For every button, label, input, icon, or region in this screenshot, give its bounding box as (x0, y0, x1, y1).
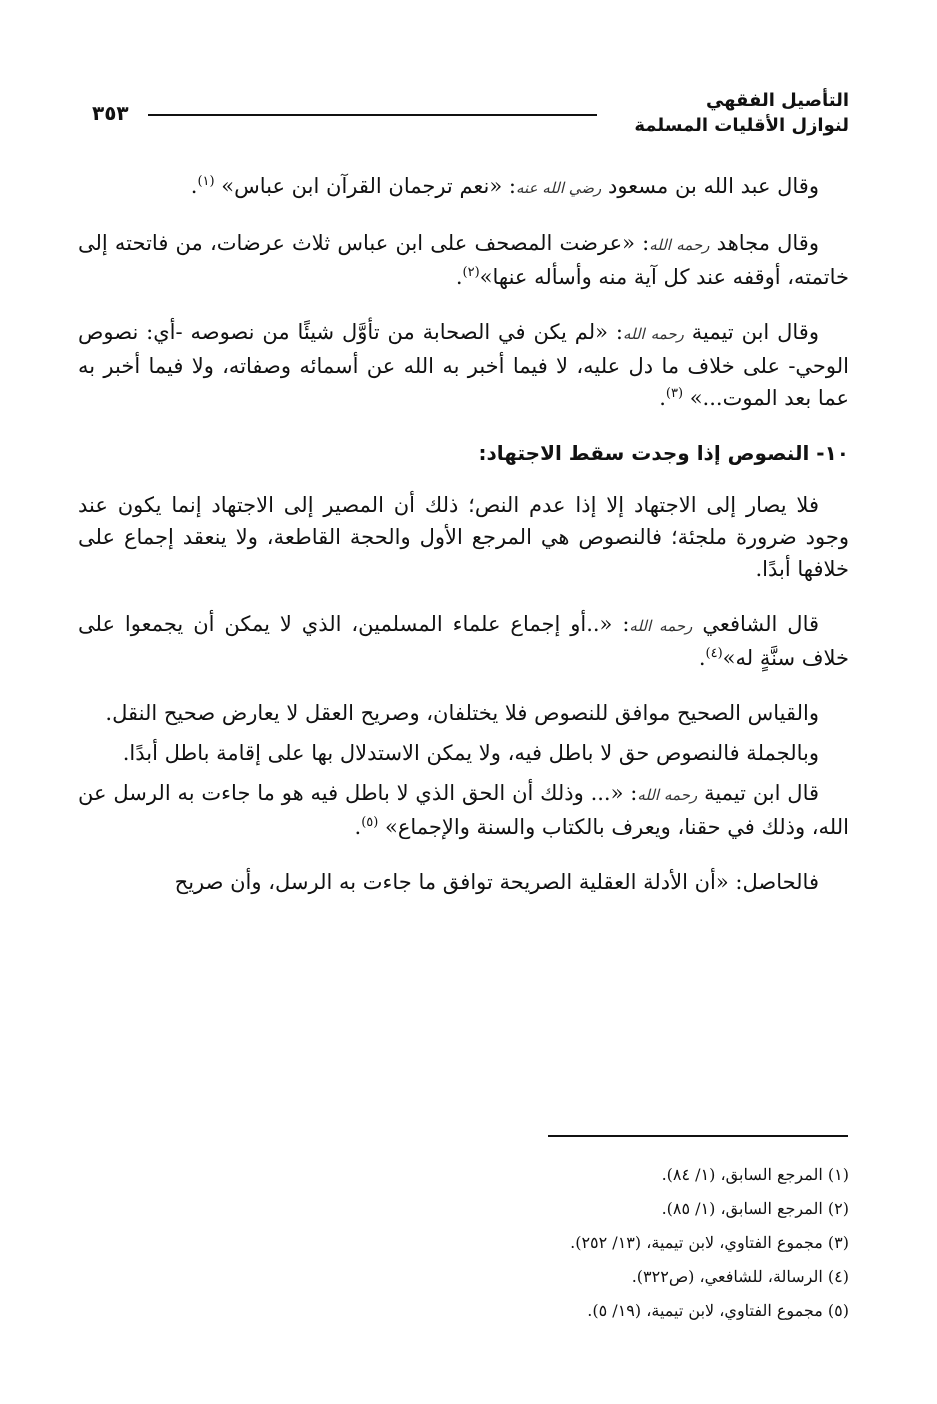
footnote-rule (548, 1135, 848, 1137)
paragraph-ibn-taymiyyah-1 (78, 316, 849, 414)
book-title-line-1: التأصيل الفقهي (705, 90, 849, 111)
honorific-glyph: رحمه الله (637, 786, 698, 804)
footnote-item: (٣) مجموع الفتاوي، لابن تيمية، (١٣/ ٢٥٢). (570, 1233, 849, 1252)
paragraph-shafii (78, 608, 849, 674)
paragraph-end: . (659, 386, 666, 410)
header-rule (148, 114, 597, 116)
running-header (92, 88, 849, 144)
paragraph-text: وقال مجاهد (709, 231, 819, 255)
honorific-glyph: رحمه الله (629, 617, 693, 635)
paragraph-ibn-taymiyyah-2 (78, 777, 849, 843)
paragraph-ijtihad: فلا يصار إلى الاجتهاد إلا إذا عدم النص؛ ذلك أن المصير إلى الاجتهاد إنما يكون عند وجود ضرورة ملجئة؛ فالنصوص هي المرجع الأول والحجة القاطعة، ولا ينعقد إجماع على خلافها أبدًا. (78, 493, 849, 581)
paragraph-conclusion: فالحاصل: «أن الأدلة العقلية الصريحة توافق ما جاءت به الرسل، وأن صريح (174, 870, 819, 894)
book-title (634, 88, 849, 138)
paragraph-text: قال الشافعي (692, 612, 820, 636)
footnotes (349, 1158, 849, 1328)
paragraph-text: قال ابن تيمية (697, 781, 820, 805)
paragraph-ibn-masud (78, 170, 849, 204)
honorific-glyph: رحمه الله (622, 325, 684, 343)
footnote-marker: (٥) (361, 815, 379, 830)
book-title-line-2: لنوازل الأقليات المسلمة (634, 115, 849, 136)
paragraph-mujahid (78, 227, 849, 293)
paragraph-text: وقال عبد الله بن مسعود (601, 174, 819, 198)
footnote-item: (١) المرجع السابق، (١/ ٨٤). (661, 1165, 849, 1184)
honorific-glyph: رضي الله عنه (516, 179, 602, 197)
paragraph-end: . (455, 265, 463, 289)
paragraph-text: : «لم يكن في الصحابة من تأوَّل شيئًا من نصوصه -أي: نصوص الوحي- على خلاف ما دل عليه، لا فيما أخبر به الله عن أسمائه وصفاته، ولا فيما أخبر به عما بعد الموت...» (78, 320, 849, 410)
footnote-marker: (٤) (705, 646, 723, 661)
paragraph-text: وقال ابن تيمية (683, 320, 819, 344)
footnote-item: (٢) المرجع السابق، (١/ ٨٥). (661, 1199, 849, 1218)
paragraph-end: . (698, 646, 706, 670)
paragraph-end: . (354, 815, 362, 839)
paragraph-text: : «نعم ترجمان القرآن ابن عباس» (214, 174, 516, 198)
footnote-marker: (١) (197, 174, 215, 189)
page-number: ٣٥٣ (92, 101, 129, 125)
footnote-item: (٥) مجموع الفتاوي، لابن تيمية، (١٩/ ٥). (587, 1301, 849, 1320)
paragraph-summary: وبالجملة فالنصوص حق لا باطل فيه، ولا يمكن الاستدلال بها على إقامة باطل أبدًا. (122, 741, 819, 765)
footnote-item: (٤) الرسالة، للشافعي، (ص٣٢٢). (631, 1267, 849, 1286)
main-text (78, 170, 849, 921)
paragraph-end: . (190, 174, 198, 198)
honorific-glyph: رحمه الله (649, 236, 710, 254)
paragraph-qiyas: والقياس الصحيح موافق للنصوص فلا يختلفان، وصريح العقل لا يعارض صحيح النقل. (105, 701, 819, 725)
footnote-marker: (٢) (462, 265, 480, 280)
paragraph-text: : «..أو إجماع علماء المسلمين، الذي لا يمكن أن يجمعوا على خلاف سنَّةٍ له» (78, 612, 849, 670)
footnote-marker: (٣) (665, 386, 684, 401)
paragraph-text: : «عرضت المصحف على ابن عباس ثلاث عرضات، من فاتحته إلى خاتمته، أوقفه عند كل آية منه وأسأله عنها» (78, 231, 849, 289)
section-heading: ١٠- النصوص إذا وجدت سقط الاجتهاد: (478, 441, 849, 465)
paragraph-text: : «... وذلك أن الحق الذي لا باطل فيه هو ما جاءت به الرسل عن الله، وذلك في حقنا، ويعرف بالكتاب والسنة والإجماع» (78, 781, 849, 839)
